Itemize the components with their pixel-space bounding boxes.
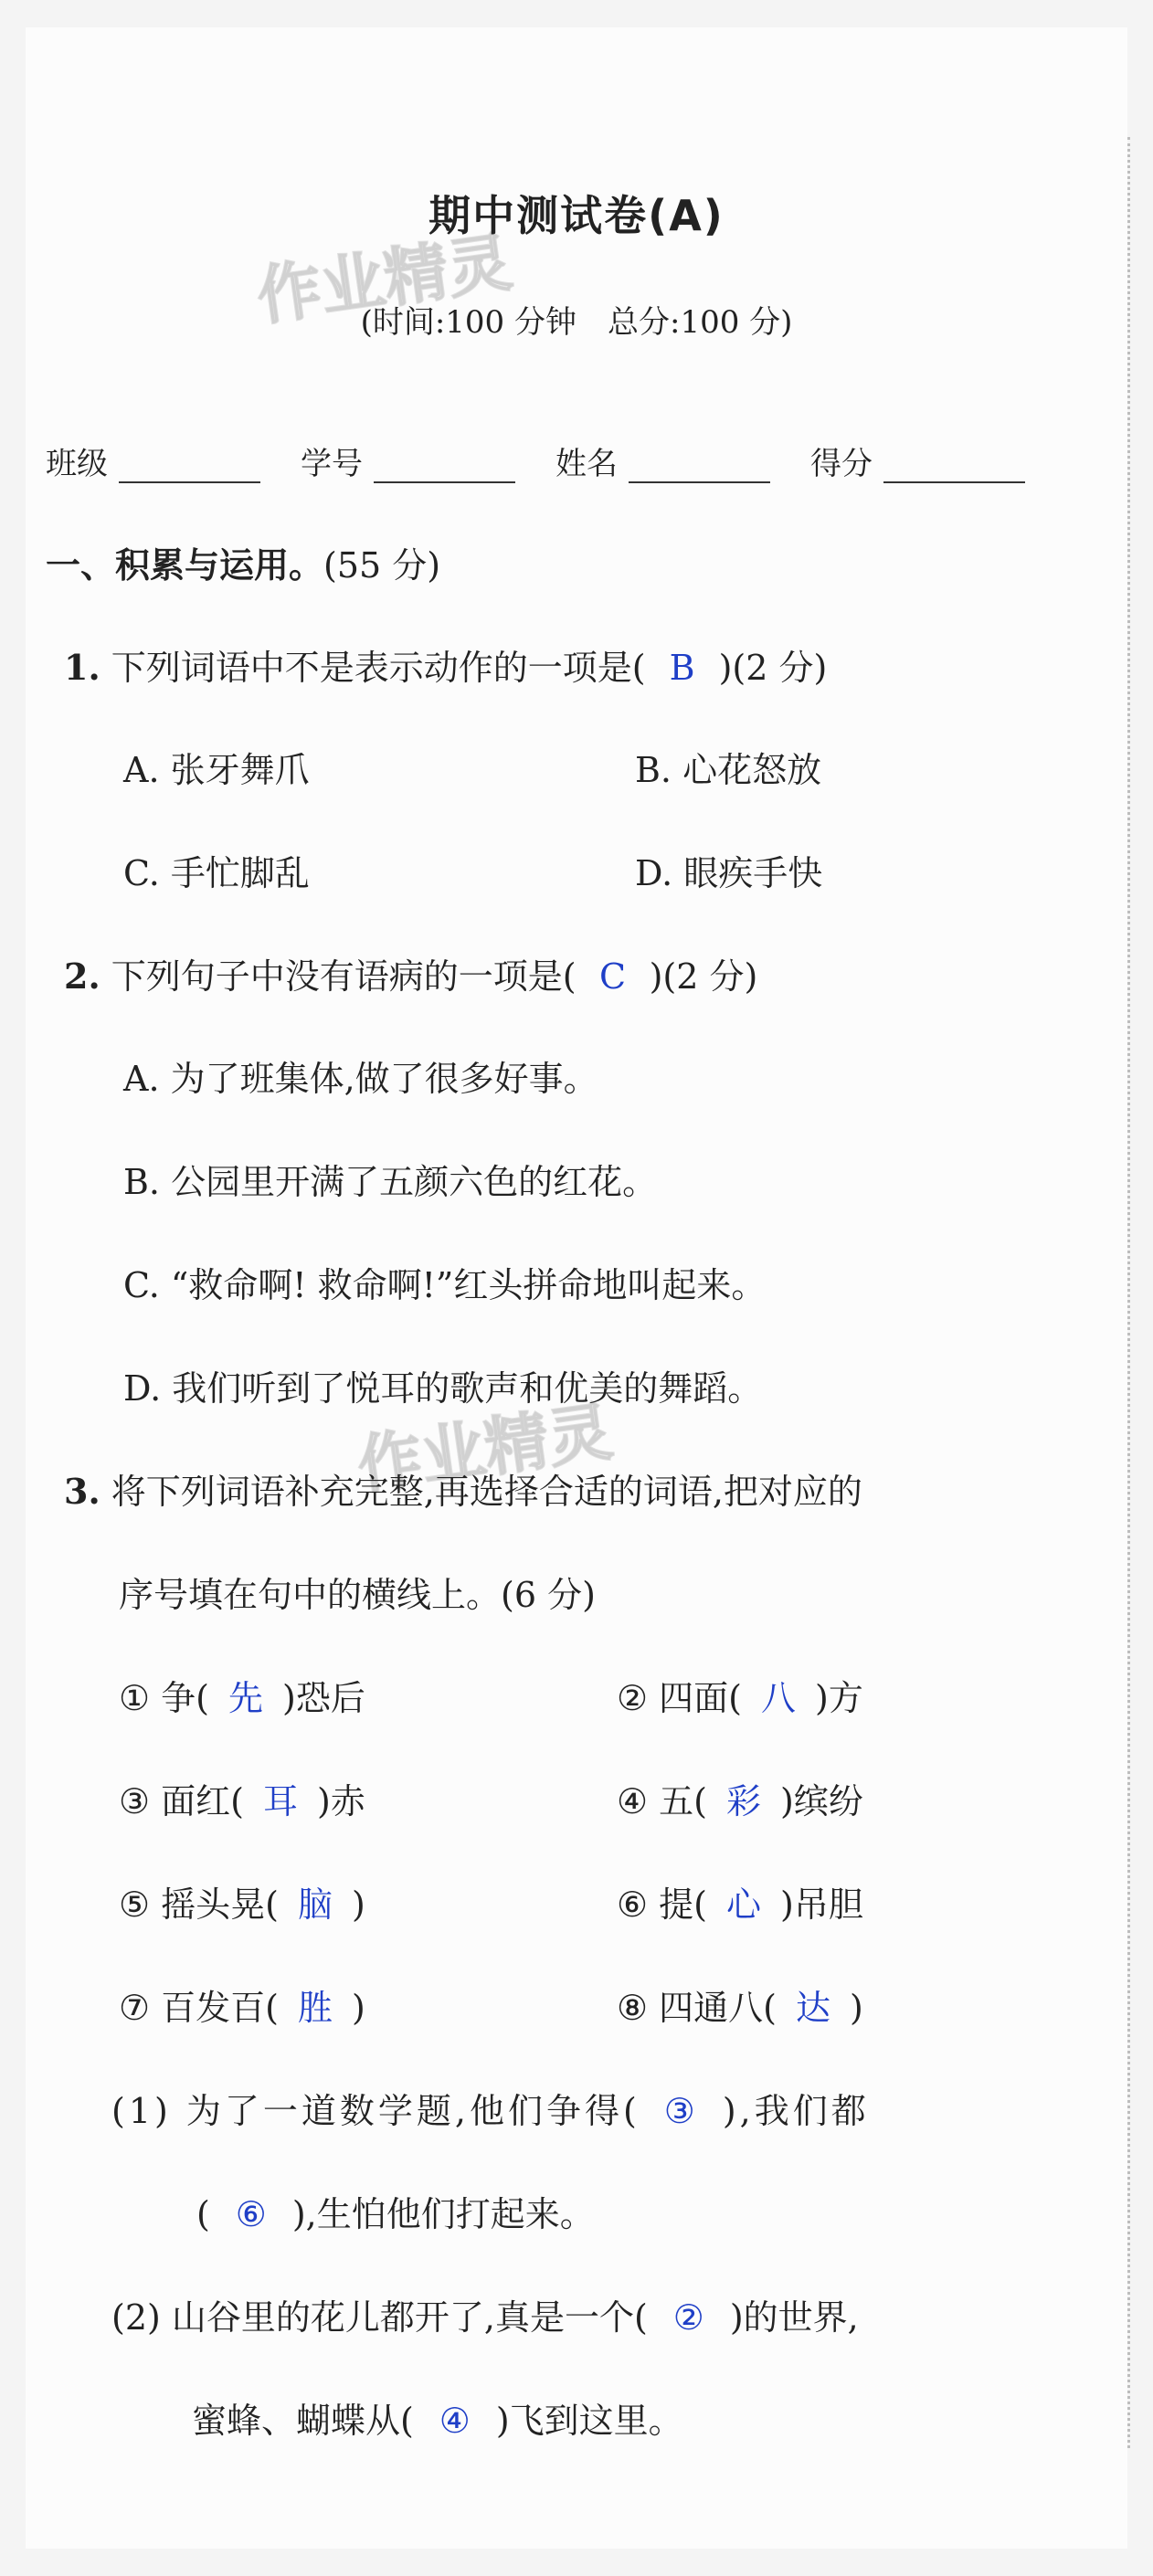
q1-option-d: D. 眼疾手快 xyxy=(635,853,823,893)
section-1-heading: 一、积累与运用。(55 分) xyxy=(46,545,441,586)
idiom-2: ② 四面( 八 )方 xyxy=(617,1670,863,1720)
sub-question-1-line2: ( ⑥ ),生怕他们打起来。 xyxy=(196,2194,595,2234)
student-number-blank[interactable] xyxy=(374,454,515,483)
answer-idiom-7: 胜 xyxy=(297,1988,333,2028)
answer-idiom-8: 达 xyxy=(795,1988,830,2028)
answer-idiom-1: 先 xyxy=(227,1678,263,1718)
student-info-row xyxy=(46,438,1065,483)
class-field[interactable]: 班级 xyxy=(46,438,260,483)
answer-q1: B xyxy=(669,648,695,688)
q1-option-b: B. 心花怒放 xyxy=(635,750,822,790)
q2-option-a: A. 为了班集体,做了很多好事。 xyxy=(123,1059,598,1099)
q2-option-d: D. 我们听到了悦耳的歌声和优美的舞蹈。 xyxy=(123,1368,763,1409)
watermark-top: 作业精灵 xyxy=(252,224,517,335)
idiom-8: ⑧ 四通八( 达 ) xyxy=(617,1980,863,2030)
student-number-field[interactable]: 学号 xyxy=(301,438,515,483)
idiom-6: ⑥ 提( 心 )吊胆 xyxy=(617,1876,863,1927)
answer-idiom-2: 八 xyxy=(760,1678,796,1718)
idiom-7: ⑦ 百发百( 胜 ) xyxy=(119,1980,365,2030)
answer-idiom-6: 心 xyxy=(725,1884,761,1925)
name-blank[interactable] xyxy=(629,454,770,483)
sub-question-1: (1) 为了一道数学题,他们争得( ③ ),我们都 xyxy=(111,2091,870,2131)
question-1: 1. 下列词语中不是表示动作的一项是( B )(2 分) xyxy=(64,647,828,688)
exam-title: 期中测试卷(A) xyxy=(428,191,725,240)
sub-question-2-line2: 蜜蜂、蝴蝶从( ④ )飞到这里。 xyxy=(192,2401,683,2441)
name-field[interactable]: 姓名 xyxy=(555,438,770,483)
binding-dotted-line xyxy=(1127,137,1130,2448)
question-3: 3. 将下列词语补充完整,再选择合适的词语,把对应的 xyxy=(64,1471,862,1512)
sub-question-2: (2) 山谷里的花儿都开了,真是一个( ② )的世界, xyxy=(111,2297,859,2338)
class-blank[interactable] xyxy=(119,454,260,483)
answer-sub2-blank1: ② xyxy=(672,2297,704,2338)
q1-option-a: A. 张牙舞爪 xyxy=(123,750,310,790)
question-2: 2. 下列句子中没有语病的一项是( C )(2 分) xyxy=(64,955,758,997)
q1-option-c: C. 手忙脚乱 xyxy=(123,853,310,893)
answer-sub2-blank2: ④ xyxy=(439,2401,471,2441)
idiom-1: ① 争( 先 )恐后 xyxy=(119,1670,365,1720)
answer-q2: C xyxy=(599,956,627,997)
answer-idiom-4: 彩 xyxy=(725,1781,761,1821)
score-field[interactable]: 得分 xyxy=(810,438,1025,483)
answer-idiom-5: 脑 xyxy=(297,1884,333,1925)
question-3-line2: 序号填在句中的横线上。(6 分) xyxy=(119,1575,596,1615)
idiom-3: ③ 面红( 耳 )赤 xyxy=(119,1773,365,1823)
answer-sub1-blank1: ③ xyxy=(663,2091,699,2131)
answer-sub1-blank2: ⑥ xyxy=(235,2194,267,2234)
idiom-4: ④ 五( 彩 )缤纷 xyxy=(617,1773,863,1823)
exam-subtitle: (时间:100 分钟 总分:100 分) xyxy=(360,304,793,341)
answer-idiom-3: 耳 xyxy=(262,1781,298,1821)
idiom-5: ⑤ 摇头晃( 脑 ) xyxy=(119,1876,365,1927)
q2-option-b: B. 公园里开满了五颜六色的红花。 xyxy=(123,1162,658,1202)
watermark-middle: 作业精灵 xyxy=(353,1393,618,1504)
score-blank[interactable] xyxy=(883,454,1025,483)
q2-option-c: C. “救命啊! 救命啊!”红头拼命地叫起来。 xyxy=(123,1265,767,1305)
